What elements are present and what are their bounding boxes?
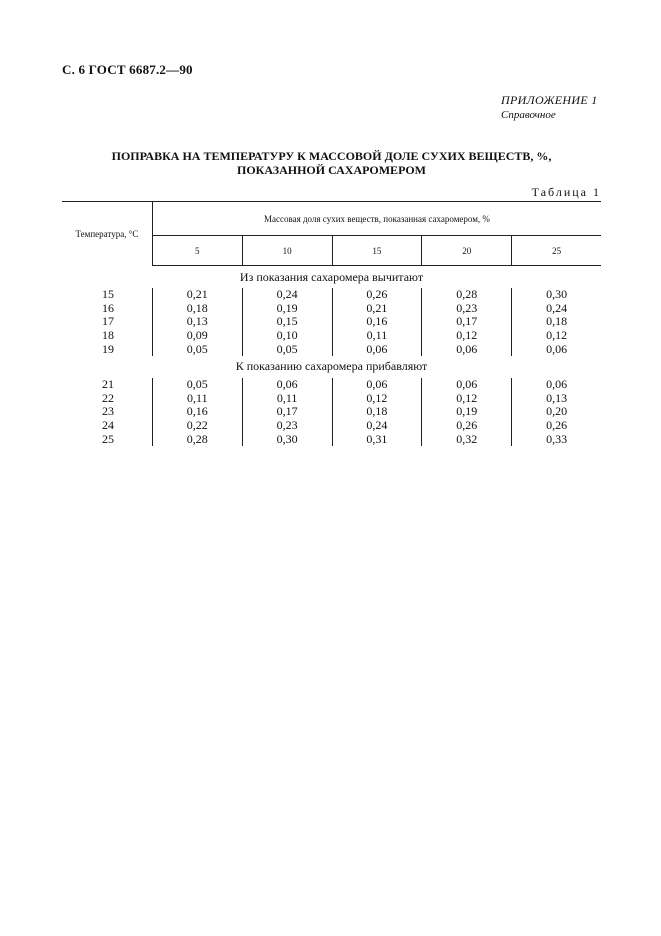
- correction-value-cell: 0,06: [422, 378, 512, 392]
- temperature-column-header: Температура, °С: [62, 202, 152, 266]
- dry-matter-group-header: Массовая доля сухих веществ, показанная сахаромером, %: [152, 202, 601, 236]
- column-header: 10: [242, 236, 332, 266]
- correction-value-cell: 0,23: [422, 302, 512, 316]
- correction-value-cell: 0,05: [186, 377, 208, 392]
- correction-value-cell: 0,06: [512, 378, 601, 392]
- temperature-cell: 21: [62, 378, 152, 392]
- appendix-subtitle: Справочное: [501, 109, 556, 121]
- table-row: [62, 432, 601, 446]
- document-title: [62, 149, 601, 177]
- correction-value-cell: 0,13: [512, 392, 601, 406]
- appendix-title: ПРИЛОЖЕНИЕ 1: [501, 93, 598, 107]
- temperature-cell: 23: [62, 405, 152, 419]
- section-header-row: [62, 266, 601, 289]
- section-header-row: [62, 356, 601, 378]
- correction-value-cell: 0,24: [242, 288, 332, 302]
- table-row: [62, 315, 601, 329]
- column-header: 15: [332, 236, 422, 266]
- correction-value-cell: 0,21: [332, 302, 422, 316]
- correction-value-cell: 0,15: [242, 315, 332, 329]
- temperature-cell: 22: [62, 392, 152, 406]
- correction-value-cell: 0,28: [186, 431, 208, 446]
- table-row: [62, 302, 601, 316]
- correction-value-cell: 0,18: [512, 315, 601, 329]
- correction-value-cell: 0,12: [332, 392, 422, 406]
- temperature-cell: 19: [62, 342, 152, 356]
- correction-value-cell: 0,12: [512, 329, 601, 343]
- table-row: [62, 419, 601, 433]
- correction-value-cell: 0,06: [242, 378, 332, 392]
- correction-value-cell: 0,05: [242, 342, 332, 356]
- temperature-cell: 25: [62, 432, 152, 446]
- correction-value-cell: 0,17: [242, 405, 332, 419]
- temperature-cell: 24: [62, 419, 152, 433]
- correction-value-cell: 0,10: [242, 329, 332, 343]
- table-row: [62, 392, 601, 406]
- correction-value-cell: 0,11: [332, 329, 422, 343]
- appendix-block: [501, 93, 601, 121]
- table-body: [62, 266, 601, 446]
- correction-value-cell: 0,20: [512, 405, 601, 419]
- table-row: [62, 342, 601, 356]
- correction-value-cell: 0,13: [186, 314, 208, 329]
- correction-value-cell: 0,24: [512, 302, 601, 316]
- correction-value-cell: 0,28: [422, 288, 512, 302]
- correction-value-cell: 0,32: [422, 432, 512, 446]
- correction-value-cell: 0,12: [422, 329, 512, 343]
- correction-value-cell: 0,16: [186, 404, 208, 419]
- correction-value-cell: 0,21: [186, 287, 208, 302]
- correction-value-cell: 0,11: [187, 390, 208, 405]
- table-label: Таблица 1: [531, 185, 601, 199]
- document-title-line-2: ПОКАЗАННОЙ САХАРОМЕРОМ: [237, 163, 426, 177]
- table-row: [62, 329, 601, 343]
- table-row: [62, 405, 601, 419]
- correction-value-cell: 0,18: [186, 300, 208, 315]
- correction-value-cell: 0,22: [186, 418, 208, 433]
- correction-value-cell: 0,06: [332, 378, 422, 392]
- correction-value-cell: 0,19: [422, 405, 512, 419]
- correction-value-cell: 0,26: [512, 419, 601, 433]
- correction-value-cell: 0,26: [332, 288, 422, 302]
- correction-value-cell: 0,17: [422, 315, 512, 329]
- table-row: [62, 288, 601, 302]
- correction-value-cell: 0,06: [512, 342, 601, 356]
- correction-value-cell: 0,16: [332, 315, 422, 329]
- temperature-cell: 16: [62, 302, 152, 316]
- section-label: Из показания сахаромера вычитают: [239, 269, 424, 284]
- correction-value-cell: 0,11: [242, 392, 332, 406]
- correction-value-cell: 0,06: [332, 342, 422, 356]
- correction-value-cell: 0,30: [242, 432, 332, 446]
- correction-value-cell: 0,31: [332, 432, 422, 446]
- correction-value-cell: 0,06: [422, 342, 512, 356]
- temperature-cell: 17: [62, 315, 152, 329]
- document-title-line-1: ПОПРАВКА НА ТЕМПЕРАТУРУ К МАССОВОЙ ДОЛЕ СУХИХ ВЕЩЕСТВ, %,: [111, 149, 552, 163]
- correction-value-cell: 0,19: [242, 302, 332, 316]
- correction-value-cell: 0,18: [332, 405, 422, 419]
- temperature-cell: 15: [62, 288, 152, 302]
- column-header: 20: [422, 236, 512, 266]
- correction-value-cell: 0,05: [186, 341, 208, 356]
- correction-value-cell: 0,30: [512, 288, 601, 302]
- column-header: 5: [152, 236, 242, 266]
- correction-value-cell: 0,24: [332, 419, 422, 433]
- correction-value-cell: 0,23: [242, 419, 332, 433]
- table-row: [62, 378, 601, 392]
- column-header: 25: [512, 236, 601, 266]
- correction-value-cell: 0,33: [512, 432, 601, 446]
- temperature-cell: 18: [62, 329, 152, 343]
- correction-table: [62, 201, 601, 446]
- correction-value-cell: 0,26: [422, 419, 512, 433]
- correction-value-cell: 0,12: [422, 392, 512, 406]
- section-label: К показанию сахаромера прибавляют: [235, 359, 428, 374]
- correction-value-cell: 0,09: [186, 328, 208, 343]
- page-header: С. 6 ГОСТ 6687.2—90: [62, 62, 193, 77]
